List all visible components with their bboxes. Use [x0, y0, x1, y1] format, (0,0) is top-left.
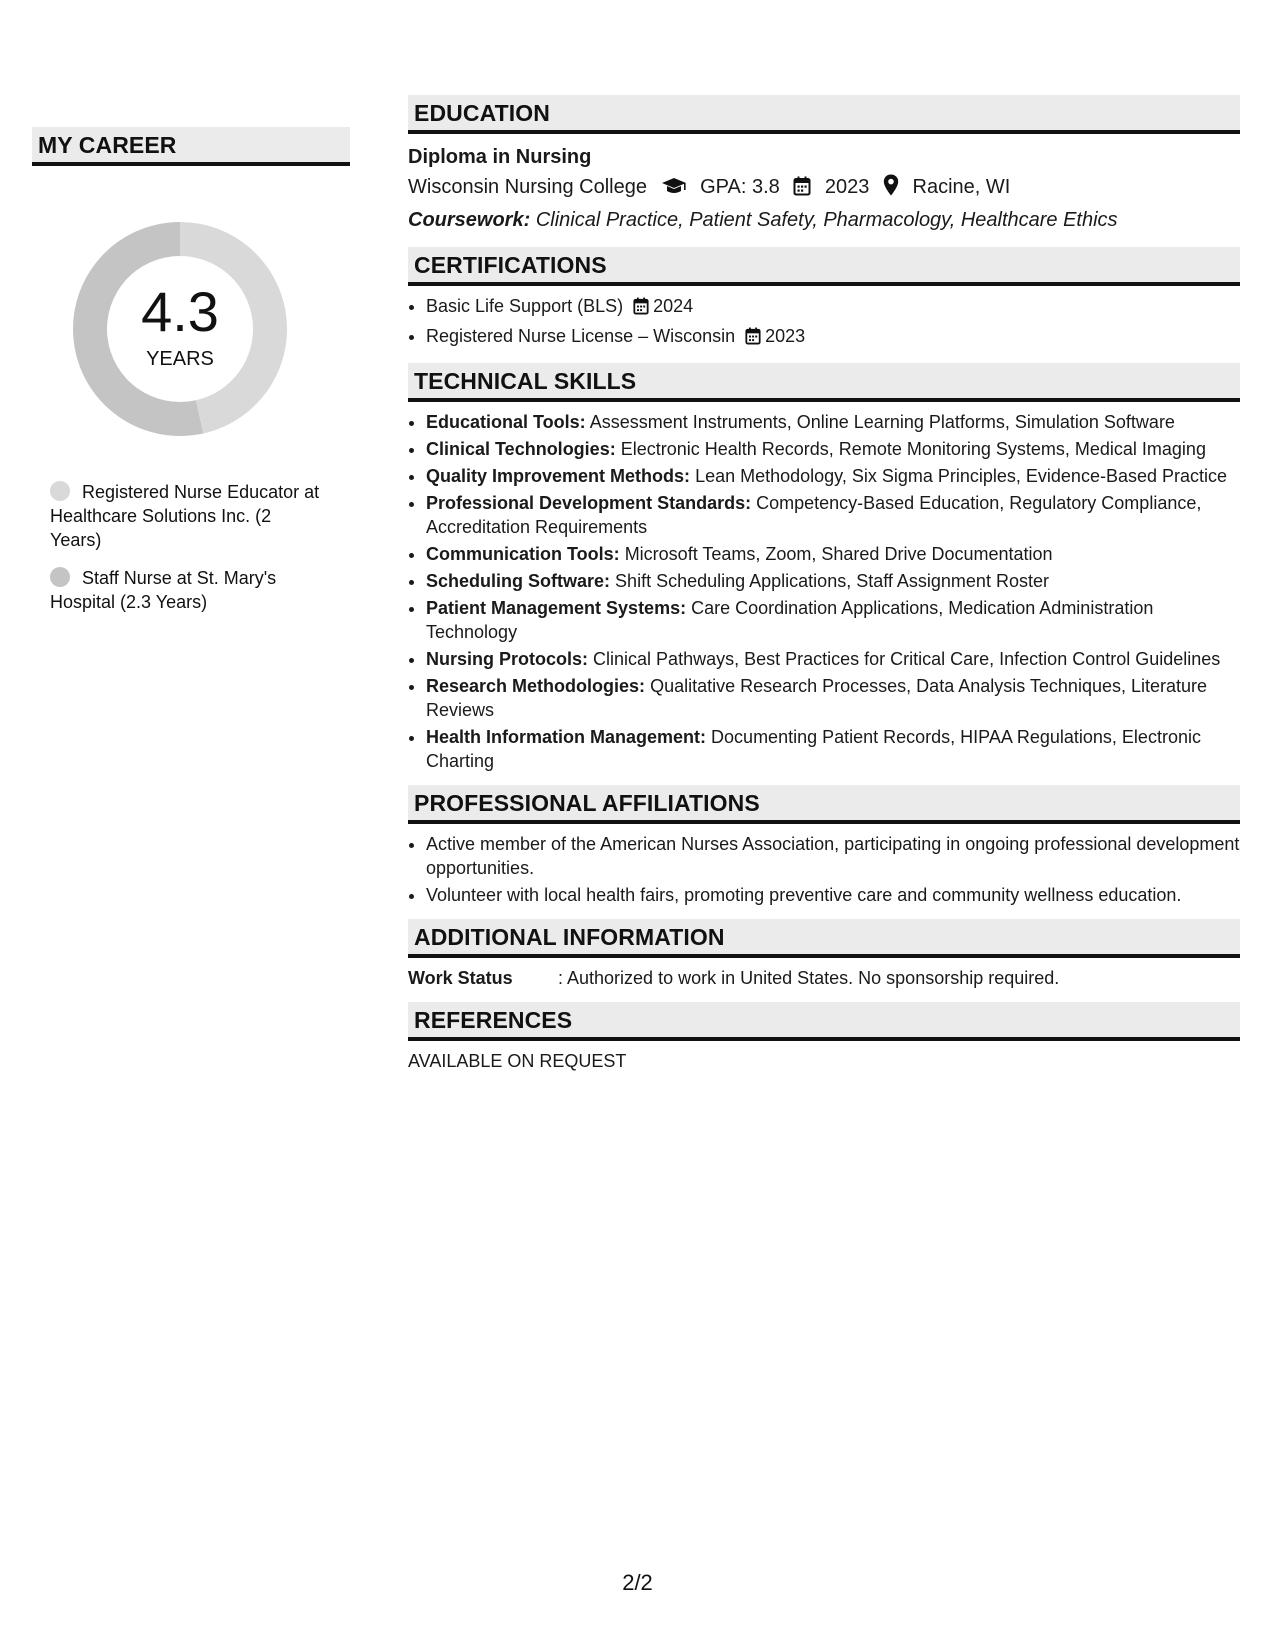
degree-title: Diploma in Nursing	[408, 146, 592, 168]
career-legend	[50, 480, 320, 614]
list-item	[426, 674, 1240, 722]
skill-category: Scheduling Software:	[426, 571, 611, 591]
skill-values: Competency-Based Education, Regulatory Compliance, Accreditation Requirements	[426, 493, 1202, 537]
skill-category: Nursing Protocols:	[426, 649, 589, 669]
list-item	[426, 569, 1240, 593]
graduation-year: 2023	[824, 176, 870, 198]
list-item: • Active member of the American Nurses Association, participating in ongoing professional development opportunities.	[426, 832, 1240, 880]
graduation-cap-icon	[661, 175, 687, 205]
certification-year: 2023	[765, 326, 806, 346]
skill-category: Clinical Technologies:	[426, 439, 616, 459]
additional-info-heading: ADDITIONAL INFORMATION	[408, 919, 1240, 958]
skill-values: Shift Scheduling Applications, Staff Assignment Roster	[615, 571, 1049, 591]
skill-category: Educational Tools:	[426, 412, 586, 432]
references-section	[408, 1002, 1240, 1073]
affiliations-heading: PROFESSIONAL AFFILIATIONS	[408, 785, 1240, 824]
skill-category: Patient Management Systems:	[426, 598, 687, 618]
work-status-label: Work Status	[408, 968, 513, 988]
skills-list	[408, 410, 1240, 773]
references-text: AVAILABLE ON REQUEST	[408, 1051, 627, 1071]
list-item	[426, 410, 1240, 434]
skill-values: Lean Methodology, Six Sigma Principles, Evidence-Based Practice	[695, 466, 1228, 486]
total-years-value: 4.3	[141, 280, 219, 343]
skill-values: Assessment Instruments, Online Learning Platforms, Simulation Software	[589, 412, 1175, 432]
career-item	[50, 566, 320, 614]
skill-values: Electronic Health Records, Remote Monitoring Systems, Medical Imaging	[620, 439, 1206, 459]
career-heading: MY CAREER	[32, 127, 350, 166]
skill-values: Microsoft Teams, Zoom, Shared Drive Documentation	[624, 544, 1053, 564]
skill-values: Clinical Pathways, Best Practices for Critical Care, Infection Control Guidelines	[593, 649, 1221, 669]
coursework-list: Clinical Practice, Patient Safety, Pharmacology, Healthcare Ethics	[535, 209, 1118, 231]
additional-info-section	[408, 919, 1240, 990]
school-location: Racine, WI	[912, 176, 1011, 198]
main-content	[408, 95, 1240, 1085]
affiliations-section	[408, 785, 1240, 907]
legend-dot-icon	[50, 567, 70, 587]
certifications-heading: CERTIFICATIONS	[408, 247, 1240, 286]
list-item	[426, 542, 1240, 566]
total-years-unit: YEARS	[146, 348, 214, 370]
list-item	[426, 464, 1240, 488]
coursework-label: Coursework:	[408, 209, 531, 231]
skills-heading: TECHNICAL SKILLS	[408, 363, 1240, 402]
certification-name: Basic Life Support (BLS)	[426, 296, 624, 316]
calendar-icon	[745, 327, 761, 351]
skill-category: Quality Improvement Methods:	[426, 466, 691, 486]
list-item	[426, 437, 1240, 461]
career-sidebar	[32, 127, 350, 628]
certifications-section	[408, 247, 1240, 351]
certification-name: Registered Nurse License – Wisconsin	[426, 326, 736, 346]
skills-section	[408, 363, 1240, 773]
education-section	[408, 95, 1240, 235]
career-item	[50, 480, 320, 552]
work-status-value: : Authorized to work in United States. No sponsorship required.	[558, 968, 1060, 988]
coursework	[408, 205, 1240, 235]
legend-dot-icon	[50, 481, 70, 501]
location-pin-icon	[883, 174, 899, 205]
list-item	[426, 725, 1240, 773]
list-item	[426, 324, 1240, 351]
career-item-label: Registered Nurse Educator at Healthcare Solutions Inc. (2 Years)	[50, 482, 320, 550]
career-donut-chart	[65, 214, 295, 444]
education-details	[408, 172, 1240, 205]
skill-category: Communication Tools:	[426, 544, 620, 564]
skill-category: Research Methodologies:	[426, 676, 646, 696]
skill-values: Documenting Patient Records, HIPAA Regulations, Electronic Charting	[426, 727, 1201, 771]
work-status-row	[408, 966, 1240, 990]
list-item: • Volunteer with local health fairs, promoting preventive care and community wellness education.	[426, 883, 1240, 907]
school-name: Wisconsin Nursing College	[408, 176, 647, 198]
references-heading: REFERENCES	[408, 1002, 1240, 1041]
career-item-label: Staff Nurse at St. Mary's Hospital (2.3 Years)	[50, 568, 277, 612]
list-item	[426, 294, 1240, 321]
calendar-icon	[633, 297, 649, 321]
calendar-icon	[793, 175, 811, 205]
certifications-list	[408, 294, 1240, 351]
certification-year: 2024	[653, 296, 694, 316]
skill-values: Qualitative Research Processes, Data Analysis Techniques, Literature Reviews	[426, 676, 1208, 720]
skill-category: Health Information Management:	[426, 727, 707, 747]
page-number: 2/2	[622, 1570, 653, 1595]
list-item	[426, 647, 1240, 671]
skill-values: Care Coordination Applications, Medication Administration Technology	[426, 598, 1154, 642]
gpa-value: GPA: 3.8	[700, 176, 780, 198]
education-heading: EDUCATION	[408, 95, 1240, 134]
list-item	[426, 596, 1240, 644]
affiliations-list	[408, 832, 1240, 907]
list-item	[426, 491, 1240, 539]
skill-category: Professional Development Standards:	[426, 493, 752, 513]
